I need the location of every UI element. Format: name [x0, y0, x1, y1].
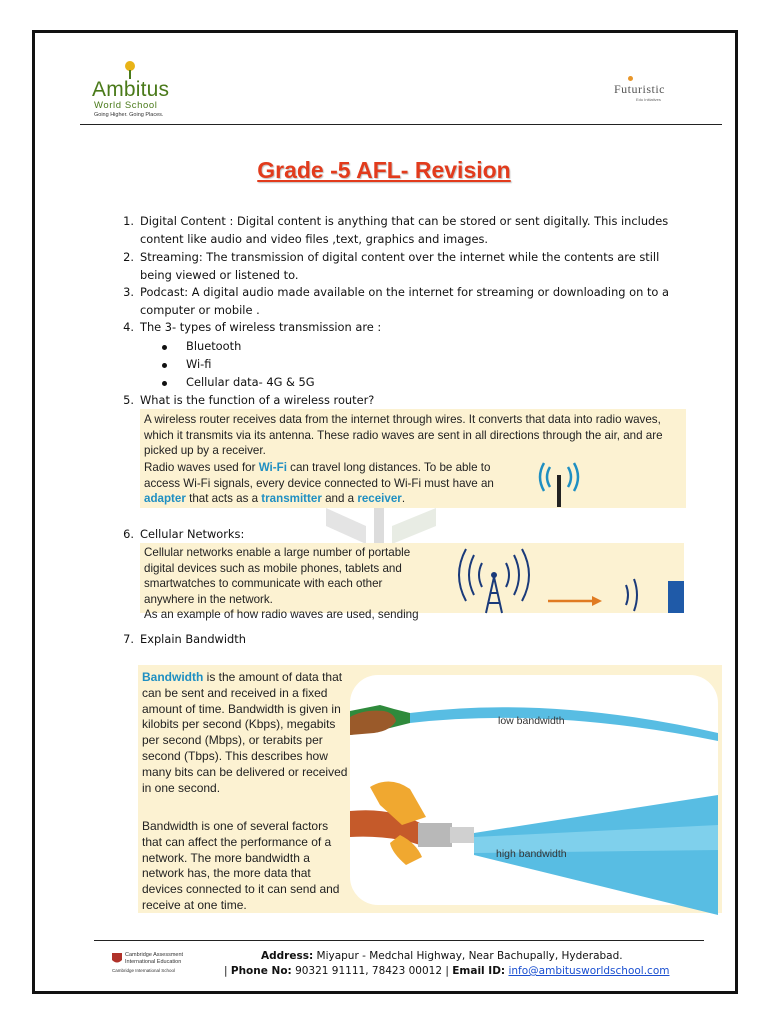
school-subtitle: World School [94, 100, 158, 111]
cell-tower-icon [452, 547, 684, 613]
bullet-label: Wi-fi [186, 357, 212, 371]
router-text: can travel long distances. To be able to access Wi-Fi signals, every device connected to Wi-Fi must have an [144, 461, 494, 490]
cellular-cut-line: As an example of how radio waves are used, sending [144, 608, 419, 621]
shield-icon [112, 953, 122, 965]
router-antenna-icon [534, 461, 584, 507]
bandwidth-text: is the amount of data that can be sent and received in a fixed amount of time. Bandwidth is given in kilobits per second (Kbps), megabits per second (Mbps), or terabits per second (Tbps). This describes how many bits can be delivered or received in one second. [142, 670, 348, 795]
item-number: 5. [123, 393, 134, 407]
bullet-label: Bluetooth [186, 339, 242, 353]
cellular-panel [140, 543, 684, 621]
logo-dot-icon [628, 76, 633, 81]
item-text: Podcast: A digital audio made available on the internet for streaming or downloading on to a [140, 285, 669, 299]
footer-contact [224, 965, 670, 977]
hose-illustration-icon [350, 675, 718, 905]
high-bandwidth-label: high bandwidth [496, 848, 567, 860]
email-label: Email ID: [452, 965, 506, 977]
item-text: computer or mobile . [140, 303, 260, 317]
wifi-term: Wi-Fi [258, 461, 287, 474]
address-value: Miyapur - Medchal Highway, Near Bachupally, Hyderabad. [313, 950, 623, 962]
partner-logo [614, 76, 678, 106]
bullet-label: Cellular data- 4G & 5G [186, 375, 315, 389]
school-name: Ambitus [92, 78, 170, 101]
bullet-icon [162, 381, 167, 386]
cambridge-line-1: Cambridge Assessment [125, 952, 184, 958]
item-number: 1. [123, 214, 134, 228]
router-text: that acts as a [185, 492, 262, 505]
adapter-term: adapter [144, 492, 186, 505]
separator: | [224, 965, 231, 977]
item-text: Streaming: The transmission of digital content over the internet while the contents are still [140, 250, 660, 264]
cambridge-line-3: Cambridge International School [112, 968, 176, 973]
partner-subtitle: Edu Initiatives [636, 97, 661, 102]
router-text: . [401, 492, 406, 505]
address-label: Address: [261, 950, 314, 962]
item-text: being viewed or listened to. [140, 268, 299, 282]
cellular-paragraph: Cellular networks enable a large number of portable digital devices such as mobile phones, tablets and smartwatches to communicate with each other anywhere in the network. [144, 546, 411, 606]
footer-divider [94, 940, 704, 941]
receiver-term: receiver [357, 492, 402, 505]
partner-name: Futuristic [614, 82, 666, 96]
item-text: Digital Content : Digital content is anything that can be stored or sent digitally. This includes [140, 214, 669, 228]
item-text: What is the function of a wireless router? [140, 393, 375, 407]
cambridge-line-2: International Education [125, 959, 182, 965]
bandwidth-panel [138, 665, 722, 913]
phone-label: Phone No: [230, 965, 292, 977]
item-number: 4. [123, 320, 134, 334]
page-title: Grade -5 AFL- Revision [257, 157, 511, 183]
router-text: Radio waves used for [144, 461, 259, 474]
item-text: content like audio and video files ,text, graphics and images. [140, 232, 489, 246]
school-logo [92, 60, 192, 120]
bandwidth-term: Bandwidth [142, 670, 204, 684]
item-number: 2. [123, 250, 134, 264]
transmitter-term: transmitter [261, 492, 322, 505]
item-text: The 3- types of wireless transmission are : [140, 320, 382, 334]
low-bandwidth-label: low bandwidth [498, 715, 565, 727]
bandwidth-illustration [350, 675, 718, 905]
item-number: 3. [123, 285, 134, 299]
item-number: 6. [123, 527, 134, 541]
phone-value: 90321 91111, 78423 00012 | [291, 965, 453, 977]
router-panel [140, 409, 686, 508]
router-paragraph-2 [144, 460, 514, 507]
email-link[interactable]: info@ambitusworldschool.com [508, 965, 670, 977]
bullet-icon [162, 363, 167, 368]
router-paragraph-1: A wireless router receives data from the internet through wires. It converts that data into radio waves, which it transmits via its antenna. These radio waves are sent in all directions through the air, and are picked up by a receiver. [144, 413, 663, 457]
school-tagline: Going Higher. Going Places. [94, 112, 164, 118]
item-text: Explain Bandwidth [140, 632, 246, 646]
item-number: 7. [123, 632, 134, 646]
bullet-icon [162, 345, 167, 350]
cambridge-logo [112, 952, 202, 978]
bandwidth-paragraph-2: Bandwidth is one of several factors that can affect the performance of a network. The more bandwidth a network has, the more data that devices connected to it can send and receive at one time. [142, 819, 340, 912]
header-divider [80, 124, 722, 125]
item-text: Cellular Networks: [140, 527, 245, 541]
router-text: and a [321, 492, 358, 505]
bandwidth-paragraph-1 [142, 670, 348, 796]
footer-address [261, 950, 623, 962]
tree-icon [122, 60, 138, 80]
